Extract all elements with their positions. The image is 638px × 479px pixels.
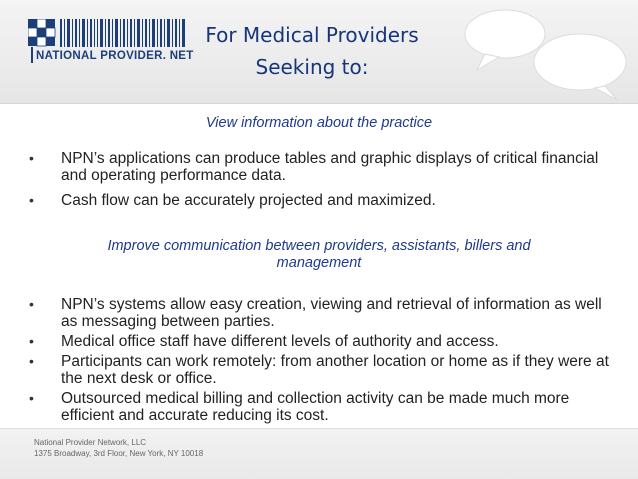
- footer-band: [0, 428, 638, 479]
- bullet-list-communication: [22, 296, 612, 424]
- title-line-1: For Medical Providers: [205, 23, 419, 47]
- section-heading-view-info: View information about the practice: [205, 115, 433, 131]
- logo-wordmark: NATIONAL PROVIDER. NET: [36, 50, 194, 62]
- list-item: • Medical office staff have different levels of authority and access.: [29, 333, 499, 350]
- list-item: • NPN’s systems allow easy creation, viewing and retrieval of information as well as messaging between parties.: [29, 296, 602, 330]
- page-title: [186, 19, 438, 83]
- speech-bubbles-icon: [455, 4, 635, 102]
- bullet-dot-icon: •: [29, 296, 34, 312]
- list-item: • Outsourced medical billing and collection activity can be made much more efficient and accurate reducing its cost.: [29, 390, 570, 424]
- footer-address: 1375 Broadway, 3rd Floor, New York, NY 10018: [34, 449, 204, 458]
- barcode-icon: [60, 19, 186, 47]
- header-band: [0, 0, 638, 104]
- bullet-dot-icon: •: [29, 192, 34, 208]
- footer-company: National Provider Network, LLC: [34, 438, 147, 447]
- section-heading-communication: Improve communication between providers, assistants, billers and management: [107, 238, 531, 271]
- bullet-dot-icon: •: [29, 390, 34, 406]
- list-item: • Participants can work remotely: from another location or home as if they were at the next desk or office.: [29, 353, 609, 387]
- list-item: • NPN’s applications can produce tables and graphic displays of critical financial and operating performance data.: [29, 150, 599, 184]
- bullet-dot-icon: •: [29, 150, 34, 166]
- bullet-dot-icon: •: [29, 333, 34, 349]
- bullet-list-view-info: [22, 150, 612, 209]
- bullet-dot-icon: •: [29, 353, 34, 369]
- list-item: • Cash flow can be accurately projected and maximized.: [29, 192, 436, 209]
- title-line-2: Seeking to:: [255, 55, 369, 79]
